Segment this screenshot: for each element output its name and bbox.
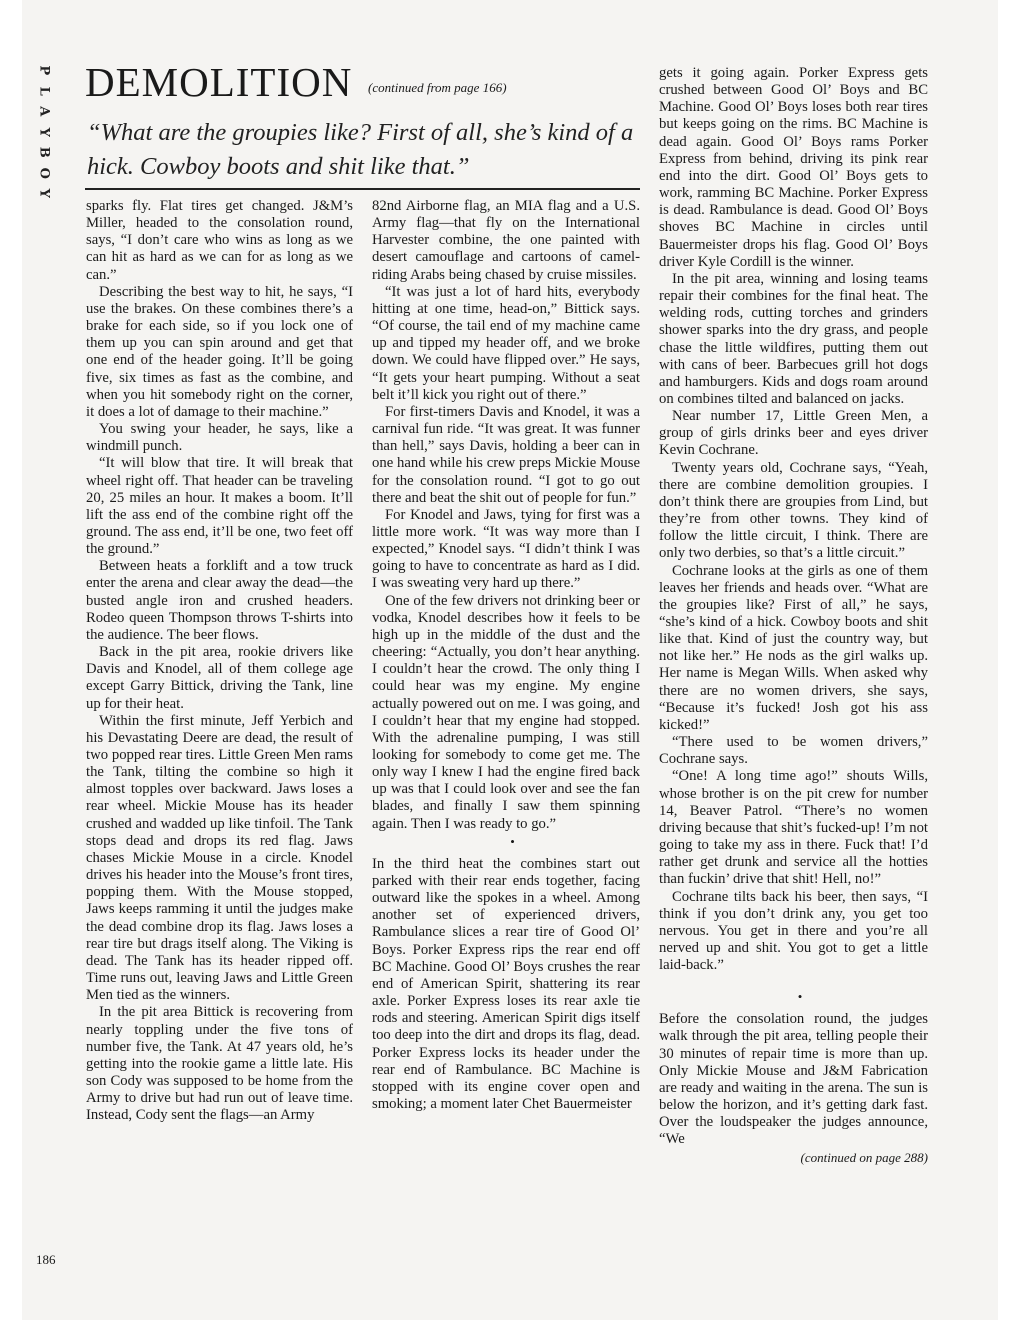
column-3 <box>659 65 928 1166</box>
paragraph: In the pit area, winning and losing teams repair their combines for the final heat. The welding rods, cutting torches and grinders shower sparks into the dry grass, and people chase the little wildfires, putting them out with cans of beer. Barbecues grill hot dogs and hamburgers. Kids and dogs roam around on combines tilted and balanced on jacks. <box>659 270 928 407</box>
magazine-name-vertical <box>33 60 53 204</box>
magazine-letter: Y <box>36 127 52 137</box>
magazine-letter: L <box>36 86 52 96</box>
paragraph: Cochrane looks at the girls as one of them leaves her friends and heads over. “What are the groupies like? First of all,” he says, “she’s kind of a hick. Cowboy boots and shit like that. Kind of just the country way, but not like her.” He nods as the girl walks up. Her name is Megan Wills. When asked why there are no women drivers, she says, “Because it’s fucked! Josh got his ass kicked!” <box>659 562 928 733</box>
paragraph: For Knodel and Jaws, tying for first was a little more work. “It was way more than I expected,” Knodel says. “I didn’t think I was going to have to concentrate as hard as I did. I was sweating very hard up there.” <box>372 506 640 592</box>
continued-from-note: (continued from page 166) <box>368 80 507 95</box>
paragraph: “It will blow that tire. It will break that wheel right off. That header can be traveling 20, 25 miles an hour. It makes a boom. It’ll lift the ass end of the combine right off the ground. The ass end, it’ll be one, two feet off the ground.” <box>86 455 353 558</box>
pull-quote-rule <box>85 188 640 190</box>
paragraph: Describing the best way to hit, he says, “I use the brakes. On these combines there’s a brake for each side, so if you lock one of them up you can spin around and get that one end of the header going. It’ll be going five, six times as fast as the combine, and when you hit somebody right on the corner, it does a lot of damage to their machine.” <box>86 283 353 420</box>
article-headline: DEMOLITION <box>85 59 353 105</box>
column-1 <box>86 198 353 1124</box>
paragraph: “One! A long time ago!” shouts Wills, whose brother is on the pit crew for number 14, Beaver Patrol. “There’s no women driving because that shit’s fucked-up! I’m not going to take my ass in there. Fuck that! I’d rather get drunk and service all the hotties than fuckin’ drive that shit! Hell, no!” <box>659 768 928 888</box>
paragraph: In the third heat the combines start out parked with their rear ends together, facing outward like the spokes in a wheel. Among another set of experienced drivers, Rambulance slices a rear tire of Good Ol’ Boys. Porker Express rips the rear end off BC Machine. Good Ol’ Boys crushes the rear end of American Spirit, shattering its rear axle. Porker Express loses its rear axle tie rods and steering. American Spirit digs itself too deep into the dirt and drops its flag, dead. Porker Express locks its header under the rear end of Rambulance. BC Machine is stopped with its engine cover open and smoking; a moment later Chet Bauermeister <box>372 855 640 1112</box>
paragraph: Near number 17, Little Green Men, a group of girls drinks beer and eyes driver Kevin Cochrane. <box>659 408 928 459</box>
paragraph: Between heats a forklift and a tow truck enter the arena and clear away the dead—the busted angle iron and crushed headers. Rodeo queen Thompson throws T-shirts into the audience. The beer flows. <box>86 558 353 643</box>
paragraph: “It was just a lot of hard hits, everybody hitting at one time, head-on,” Bittick says. “Of course, the tail end of my machine came up and tipped my header off, and we broke down. We could have flipped over.” He says, “It gets your heart pumping. Without a seat belt it’ll kick you right out of there.” <box>372 283 640 403</box>
paragraph: “There used to be women drivers,” Cochrane says. <box>659 734 928 768</box>
continued-on-note: (continued on page 288) <box>800 1149 928 1165</box>
paragraph: Cochrane tilts back his beer, then says, “I think if you don’t drink any, you get too nervous. You get in there and you’re all nerved up and shit. You got to get a little laid-back.” <box>659 888 928 974</box>
magazine-letter: O <box>36 167 52 179</box>
section-break-bullet: • <box>510 833 515 849</box>
paragraph: Twenty years old, Cochrane says, “Yeah, there are combine demolition groupies. I don’t think there are groupies from Lind, but they’re from other towns. They kind of follow the little circuit, I think. There are only two derbies, so that’s a little circuit.” <box>659 459 928 562</box>
pull-quote: “What are the groupies like? First of all, she’s kind of a hick. Cowboy boots and shit like that.” <box>87 119 634 180</box>
paragraph: In the pit area Bittick is recovering from nearly toppling under the five tons of number five, the Tank. At 47 years old, he’s getting into the rookie game a little late. His son Cody was supposed to be home from the Army to drive but had run out of leave time. Instead, Cody sent the flags—an Army <box>86 1004 353 1124</box>
paragraph: 82nd Airborne flag, an MIA flag and a U.S. Army flag—that fly on the International Harvester combine, the one painted with desert camouflage and cartoons of camel-riding Arabs being chased by cruise missiles. <box>372 198 640 283</box>
paragraph: Back in the pit area, rookie drivers like Davis and Knodel, all of them college age except Garry Bittick, driving the Tank, line up for their heat. <box>86 644 353 712</box>
paragraph: Before the consolation round, the judges walk through the pit area, telling people their 30 minutes of repair time is more than up. Only Mickie Mouse and J&M Fabrication are ready and waiting in the arena. The sun is below the horizon, and it’s getting dark fast. Over the loudspeaker the judges announce, “We <box>659 1011 928 1148</box>
paragraph: One of the few drivers not drinking beer or vodka, Knodel describes how it feels to be high up in the middle of the dust and the cheering: “Actually, you don’t hear anything. I couldn’t hear the crowd. The only thing I could hear was my engine. My engine actually powered out on me. I was going, and I couldn’t hear that my engine had stopped. With the adrenaline pumping, I was still looking for somebody to come get me. The only way I knew I had the engine fired back up was that I could look over and see the fan blades, and finally I saw them spinning again. Then I was ready to go.” <box>372 592 640 832</box>
column-2 <box>372 198 640 1113</box>
paragraph: sparks fly. Flat tires get changed. J&M’s Miller, headed to the consolation round, says, “I don’t care who wins as long as we can hit as hard as we can for as long as we can.” <box>86 198 353 283</box>
paragraph: Within the first minute, Jeff Yerbich and his Devastating Deere are dead, the result of two popped rear tires. Little Green Men rams the Tank, tilting the combine so high it almost topples over backward. Jaws loses a rear wheel. Mickie Mouse has its header crushed and wadded up like tinfoil. The Tank stops dead and drops its red flag. Jaws chases Mickie Mouse in a circle. Knodel drives his header into the Mouse’s front tires, popping them. With the Mouse stopped, Jaws keeps ramming it until the judges make the dead combine drop its flag. Jaws loses a rear tire but drags itself along. The Viking is dead. The Tank has its header ripped off. Time runs out, leaving Jaws and Little Green Men tied as the winners. <box>86 712 353 1004</box>
magazine-letter: Y <box>36 188 52 198</box>
paragraph: gets it going again. Porker Express gets crushed between Good Ol’ Boys and BC Machine. Good Ol’ Boys loses both rear tires but keeps going on the rims. BC Machine is dead again. Good Ol’ Boys rams Porker Express from behind, driving its pink rear end into the dirt. Good Ol’ Boys gets to work, ramming BC Machine. Porker Express is dead. Rambulance is dead. Good Ol’ Boys shoves BC Machine in circles until Bauermeister drops his flag. Good Ol’ Boys driver Kyle Cordill is the winner. <box>659 65 928 270</box>
paragraph: You swing your header, he says, like a windmill punch. <box>86 421 353 455</box>
magazine-letter: P <box>36 65 52 76</box>
magazine-letter: A <box>36 106 52 117</box>
section-break-bullet: • <box>797 989 803 1005</box>
page-number: 186 <box>36 1252 56 1267</box>
magazine-letter: B <box>36 146 52 158</box>
paragraph: For first-timers Davis and Knodel, it was a carnival fun ride. “It was great. It was funner than hell,” says Davis, holding a beer can in one hand while his crew preps Mickie Mouse for the consolation round. “I got to go out there and beat the shit out of people for fun.” <box>372 403 640 506</box>
